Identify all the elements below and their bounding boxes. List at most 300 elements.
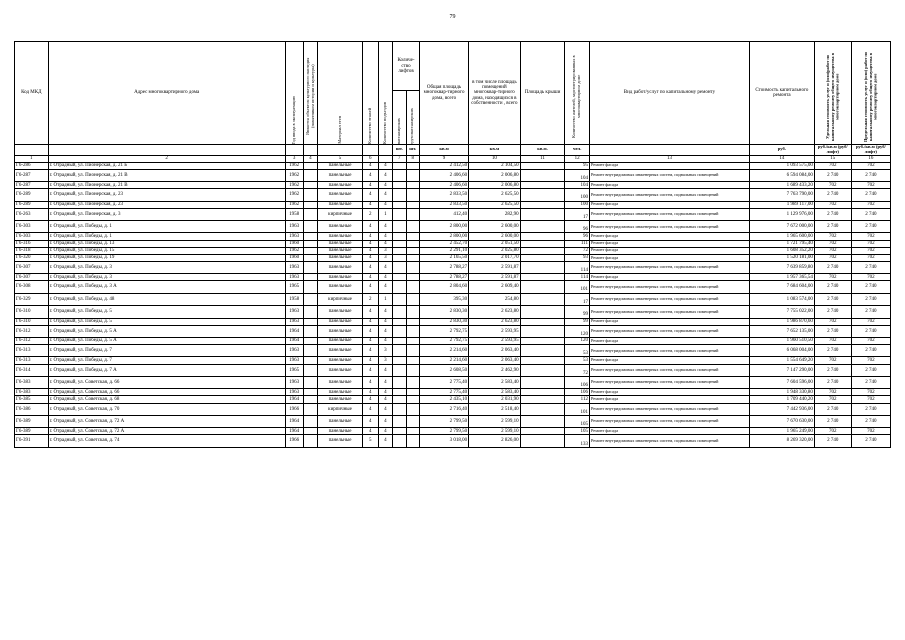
- cell-lifts-passenger: [393, 233, 406, 240]
- cell-area-owned: 2 025,80: [469, 247, 520, 254]
- cell-walls: кирпичные: [318, 403, 363, 415]
- cell-heritage: [303, 221, 318, 233]
- cell-lifts-passenger: [393, 261, 406, 273]
- cell-address: г. Отрадный, ул. Пионерская, д. 21 В: [48, 182, 285, 189]
- header-entrances: Количество подъездов: [381, 102, 387, 144]
- header-work-type: Вид работ/услуг по капитальному ремонту: [589, 42, 749, 145]
- header-residents: Количество жителей, зарегистрированных в многоквартирном доме: [571, 55, 582, 138]
- cell-floors: 4: [362, 403, 378, 415]
- cell-lifts-passenger: [393, 240, 406, 247]
- cell-lifts-cargo: [406, 389, 419, 396]
- column-index-cell: 14: [749, 155, 814, 162]
- header-year: Год ввода в эксплуатацию: [290, 95, 296, 144]
- cell-area-total: 2 452,70: [419, 240, 468, 247]
- cell-area-owned: 2 600,00: [469, 233, 520, 240]
- cell-year: 1964: [285, 396, 303, 403]
- cell-area-total: 2 830,30: [419, 306, 468, 318]
- cell-roof-area: [520, 345, 565, 357]
- cell-work-type: Ремонт фасада: [589, 357, 749, 364]
- cell-walls: панельные: [318, 274, 363, 281]
- cell-floors: 2: [362, 208, 378, 220]
- table-row: [15, 357, 891, 364]
- cell-cost: 7 652 135,00: [749, 325, 814, 337]
- table-row: [15, 208, 891, 220]
- cell-lifts-passenger: [393, 221, 406, 233]
- table-row: [15, 162, 891, 169]
- cell-roof-area: [520, 162, 565, 169]
- cell-lifts-cargo: [406, 428, 419, 435]
- cell-entrances: 4: [378, 162, 393, 169]
- cell-heritage: [303, 389, 318, 396]
- cell-residents: 95: [565, 162, 590, 169]
- cell-code: Г6-289: [15, 189, 49, 201]
- cell-work-type: Ремонт внутридомовых инженерных систем, подвальных помещений: [589, 325, 749, 337]
- column-index-cell: 5: [318, 155, 363, 162]
- cell-address: г. Отрадный, ул. Советская, д. 74: [48, 435, 285, 447]
- cell-walls: панельные: [318, 376, 363, 388]
- cell-floors: 4: [362, 376, 378, 388]
- cell-roof-area: [520, 208, 565, 220]
- cell-year: 1964: [285, 428, 303, 435]
- cell-heritage: [303, 208, 318, 220]
- table-row: [15, 337, 891, 344]
- cell-unit-cost: 702: [814, 240, 851, 247]
- cell-area-total: 2 775,40: [419, 389, 468, 396]
- cell-address: г. Отрадный, ул. Советская, д. 66: [48, 376, 285, 388]
- cell-area-owned: 2 593,95: [469, 325, 520, 337]
- table-row: [15, 281, 891, 293]
- cell-lifts-cargo: [406, 325, 419, 337]
- cell-code: Г6-287: [15, 169, 49, 181]
- cell-entrances: 4: [378, 325, 393, 337]
- cell-entrances: 4: [378, 189, 393, 201]
- cell-cost: 1 948 330,80: [749, 389, 814, 396]
- cell-entrances: 4: [378, 261, 393, 273]
- cell-limit-cost: 2 740: [851, 169, 890, 181]
- cell-residents: 104: [565, 182, 590, 189]
- cell-lifts-passenger: [393, 169, 406, 181]
- cell-heritage: [303, 364, 318, 376]
- cell-residents: 72: [565, 247, 590, 254]
- page-number: 79: [449, 14, 456, 20]
- cell-walls: панельные: [318, 435, 363, 447]
- cell-lifts-cargo: [406, 208, 419, 220]
- cell-unit-cost: 702: [814, 274, 851, 281]
- cell-limit-cost: 2 740: [851, 281, 890, 293]
- cell-code: Г6-389: [15, 415, 49, 427]
- cell-area-total: 2 412,50: [419, 162, 468, 169]
- cell-lifts-passenger: [393, 254, 406, 261]
- cell-work-type: Ремонт внутридомовых инженерных систем, подвальных помещений: [589, 364, 749, 376]
- cell-work-type: Ремонт внутридомовых инженерных систем, подвальных помещений: [589, 345, 749, 357]
- cell-area-owned: 2 609,40: [469, 281, 520, 293]
- cell-lifts-passenger: [393, 281, 406, 293]
- cell-entrances: 3: [378, 357, 393, 364]
- cell-cost: 7 672 000,00: [749, 221, 814, 233]
- column-index-cell: 7: [393, 155, 406, 162]
- cell-roof-area: [520, 201, 565, 208]
- header-heritage: Является объектом культурного наследия (памятником истории и культуры): [304, 57, 315, 136]
- cell-roof-area: [520, 376, 565, 388]
- cell-residents: 111: [565, 240, 590, 247]
- cell-heritage: [303, 396, 318, 403]
- cell-year: 1960: [285, 240, 303, 247]
- cell-year: 1963: [285, 233, 303, 240]
- cell-area-total: 2 788,27: [419, 261, 468, 273]
- table-row: [15, 293, 891, 305]
- cell-area-total: 2 775,40: [419, 376, 468, 388]
- cell-area-total: 2 291,10: [419, 247, 468, 254]
- cell-roof-area: [520, 337, 565, 344]
- cell-lifts-passenger: [393, 325, 406, 337]
- cell-work-type: Ремонт фасада: [589, 389, 749, 396]
- cell-cost: 1 989 117,00: [749, 201, 814, 208]
- header-cost: Стоимость капитального ремонта: [749, 42, 814, 145]
- cell-unit-cost: 702: [814, 318, 851, 325]
- cell-area-total: 2 833,50: [419, 201, 468, 208]
- cell-year: 1962: [285, 189, 303, 201]
- cell-floors: 4: [362, 162, 378, 169]
- cell-address: г. Отрадный, ул. Пионерская, д. 3: [48, 208, 285, 220]
- table-row: [15, 396, 891, 403]
- cell-code: Г6-289: [15, 201, 49, 208]
- cell-limit-cost: 2 740: [851, 221, 890, 233]
- column-index-cell: 13: [589, 155, 749, 162]
- cell-year: 1963: [285, 345, 303, 357]
- cell-limit-cost: 702: [851, 247, 890, 254]
- cell-residents: 101: [565, 281, 590, 293]
- table-row: [15, 325, 891, 337]
- cell-address: г. Отрадный, ул. Победы, д. 19: [48, 254, 285, 261]
- cell-floors: 4: [362, 247, 378, 254]
- cell-year: 1963: [285, 318, 303, 325]
- cell-roof-area: [520, 306, 565, 318]
- cell-heritage: [303, 169, 318, 181]
- cell-heritage: [303, 189, 318, 201]
- cell-code: Г6-314: [15, 364, 49, 376]
- cell-work-type: Ремонт фасада: [589, 254, 749, 261]
- cell-lifts-cargo: [406, 357, 419, 364]
- cell-roof-area: [520, 233, 565, 240]
- cell-entrances: 4: [378, 376, 393, 388]
- cell-roof-area: [520, 396, 565, 403]
- cell-year: 1962: [285, 169, 303, 181]
- cell-year: 1963: [285, 357, 303, 364]
- cell-walls: панельные: [318, 247, 363, 254]
- cell-area-total: 2 214,60: [419, 345, 468, 357]
- cell-limit-cost: 2 740: [851, 306, 890, 318]
- cell-limit-cost: 2 740: [851, 415, 890, 427]
- cell-walls: панельные: [318, 364, 363, 376]
- cell-address: г. Отрадный, ул. Победы, д. 7: [48, 357, 285, 364]
- cell-address: г. Отрадный, ул. Победы, д. 1: [48, 233, 285, 240]
- cell-unit-cost: 702: [814, 233, 851, 240]
- cell-unit-cost: 702: [814, 254, 851, 261]
- cell-residents: 133: [565, 435, 590, 447]
- cell-lifts-passenger: [393, 396, 406, 403]
- column-index-cell: 2: [48, 155, 285, 162]
- cell-area-owned: 2 583,40: [469, 389, 520, 396]
- cell-walls: панельные: [318, 221, 363, 233]
- cell-limit-cost: 2 740: [851, 376, 890, 388]
- cell-area-total: 2 800,00: [419, 233, 468, 240]
- cell-limit-cost: 2 740: [851, 293, 890, 305]
- cell-cost: 1 083 574,00: [749, 293, 814, 305]
- cell-cost: 1 986 870,60: [749, 318, 814, 325]
- cell-year: 1963: [285, 274, 303, 281]
- cell-work-type: Ремонт фасада: [589, 201, 749, 208]
- column-index-cell: 4: [303, 155, 318, 162]
- cell-residents: 120: [565, 337, 590, 344]
- cell-limit-cost: 702: [851, 318, 890, 325]
- cell-address: г. Отрадный, ул. Победы, д. 15: [48, 247, 285, 254]
- cell-roof-area: [520, 389, 565, 396]
- cell-heritage: [303, 274, 318, 281]
- cell-code: Г6-303: [15, 233, 49, 240]
- cell-address: г. Отрадный, ул. Пионерская, д. 21 Б: [48, 162, 285, 169]
- cell-cost: 1 093 575,00: [749, 162, 814, 169]
- cell-heritage: [303, 201, 318, 208]
- cell-lifts-cargo: [406, 240, 419, 247]
- table-row: [15, 182, 891, 189]
- table-row: [15, 247, 891, 254]
- cell-residents: 101: [565, 403, 590, 415]
- cell-walls: панельные: [318, 254, 363, 261]
- cell-year: 1963: [285, 261, 303, 273]
- cell-limit-cost: 702: [851, 274, 890, 281]
- cell-limit-cost: 702: [851, 389, 890, 396]
- cell-lifts-cargo: [406, 169, 419, 181]
- table-row: [15, 240, 891, 247]
- cell-floors: 4: [362, 281, 378, 293]
- cell-unit-cost: 2 740: [814, 403, 851, 415]
- cell-lifts-cargo: [406, 162, 419, 169]
- repair-register-table: [14, 41, 891, 448]
- cell-cost: 8 269 320,00: [749, 435, 814, 447]
- cell-floors: 4: [362, 221, 378, 233]
- cell-area-owned: 2 623,80: [469, 306, 520, 318]
- cell-floors: 5: [362, 435, 378, 447]
- cell-entrances: 4: [378, 428, 393, 435]
- cell-walls: кирпичные: [318, 293, 363, 305]
- cell-address: г. Отрадный, ул. Победы, д. 7: [48, 345, 285, 357]
- cell-work-type: Ремонт внутридомовых инженерных систем, подвальных помещений: [589, 189, 749, 201]
- cell-code: Г6-318: [15, 247, 49, 254]
- cell-code: Г6-310: [15, 306, 49, 318]
- cell-lifts-passenger: [393, 293, 406, 305]
- cell-address: г. Отрадный, ул. Победы, д. 5: [48, 318, 285, 325]
- cell-cost: 1 960 510,50: [749, 337, 814, 344]
- cell-floors: 4: [362, 254, 378, 261]
- cell-heritage: [303, 428, 318, 435]
- cell-entrances: 1: [378, 208, 393, 220]
- cell-address: г. Отрадный, ул. Победы, д. 5 А: [48, 325, 285, 337]
- cell-address: г. Отрадный, ул. Победы, д. 3: [48, 261, 285, 273]
- cell-lifts-cargo: [406, 293, 419, 305]
- cell-walls: панельные: [318, 201, 363, 208]
- cell-heritage: [303, 281, 318, 293]
- cell-residents: 114: [565, 261, 590, 273]
- cell-residents: 99: [565, 318, 590, 325]
- cell-area-owned: 2 518,40: [469, 403, 520, 415]
- cell-area-total: 395,30: [419, 293, 468, 305]
- cell-heritage: [303, 247, 318, 254]
- cell-address: г. Отрадный, ул. Пионерская, д. 21 В: [48, 169, 285, 181]
- cell-lifts-cargo: [406, 376, 419, 388]
- cell-area-owned: 2 599,10: [469, 415, 520, 427]
- cell-address: г. Отрадный, ул. Победы, д. 48: [48, 293, 285, 305]
- table-row: [15, 376, 891, 388]
- cell-walls: панельные: [318, 325, 363, 337]
- cell-area-owned: 282,90: [469, 208, 520, 220]
- table-row: [15, 428, 891, 435]
- cell-area-owned: 2 623,80: [469, 318, 520, 325]
- cell-work-type: Ремонт фасада: [589, 247, 749, 254]
- cell-cost: 1 965 600,00: [749, 233, 814, 240]
- cell-year: 1963: [285, 221, 303, 233]
- cell-lifts-passenger: [393, 274, 406, 281]
- cell-lifts-cargo: [406, 306, 419, 318]
- cell-limit-cost: 2 740: [851, 403, 890, 415]
- cell-cost: 7 670 630,00: [749, 415, 814, 427]
- column-index-cell: 15: [814, 155, 851, 162]
- cell-lifts-passenger: [393, 357, 406, 364]
- header-code: Код МКД: [15, 42, 49, 145]
- cell-roof-area: [520, 403, 565, 415]
- cell-lifts-cargo: [406, 345, 419, 357]
- cell-limit-cost: 702: [851, 254, 890, 261]
- cell-cost: 7 604 596,00: [749, 376, 814, 388]
- cell-area-owned: 2 063,40: [469, 345, 520, 357]
- cell-unit-cost: 2 740: [814, 221, 851, 233]
- cell-address: г. Отрадный, ул. Советская, д. 72 А: [48, 415, 285, 427]
- cell-lifts-passenger: [393, 182, 406, 189]
- cell-address: г. Отрадный, ул. Победы, д. 3: [48, 274, 285, 281]
- cell-lifts-cargo: [406, 274, 419, 281]
- cell-area-total: 2 833,50: [419, 189, 468, 201]
- cell-unit-cost: 2 740: [814, 293, 851, 305]
- cell-floors: 4: [362, 182, 378, 189]
- cell-address: г. Отрадный, ул. Советская, д. 70: [48, 403, 285, 415]
- cell-floors: 4: [362, 357, 378, 364]
- cell-limit-cost: 702: [851, 201, 890, 208]
- cell-entrances: 3: [378, 254, 393, 261]
- cell-limit-cost: 2 740: [851, 208, 890, 220]
- cell-address: г. Отрадный, ул. Пионерская, д. 23: [48, 201, 285, 208]
- cell-area-owned: 2 599,10: [469, 428, 520, 435]
- cell-floors: 4: [362, 345, 378, 357]
- cell-floors: 4: [362, 201, 378, 208]
- cell-cost: 7 639 859,80: [749, 261, 814, 273]
- cell-walls: панельные: [318, 396, 363, 403]
- cell-unit-cost: 2 740: [814, 189, 851, 201]
- cell-address: г. Отрадный, ул. Советская, д. 66: [48, 389, 285, 396]
- cell-limit-cost: 2 740: [851, 325, 890, 337]
- cell-work-type: Ремонт внутридомовых инженерных систем, подвальных помещений: [589, 415, 749, 427]
- cell-entrances: 4: [378, 318, 393, 325]
- cell-work-type: Ремонт фасада: [589, 274, 749, 281]
- cell-work-type: Ремонт внутридомовых инженерных систем, подвальных помещений: [589, 306, 749, 318]
- cell-floors: 4: [362, 189, 378, 201]
- cell-area-owned: 2 462,90: [469, 364, 520, 376]
- cell-cost: 7 684 604,00: [749, 281, 814, 293]
- cell-code: Г6-312: [15, 325, 49, 337]
- cell-entrances: 4: [378, 233, 393, 240]
- cell-floors: 4: [362, 337, 378, 344]
- header-floors: Количество этажей: [366, 108, 372, 144]
- cell-year: 1963: [285, 389, 303, 396]
- cell-address: г. Отрадный, ул. Победы, д. 5 А: [48, 337, 285, 344]
- cell-address: г. Отрадный, ул. Победы, д. 1: [48, 221, 285, 233]
- cell-limit-cost: 702: [851, 162, 890, 169]
- cell-unit-cost: 2 740: [814, 415, 851, 427]
- cell-area-owned: 2 063,40: [469, 357, 520, 364]
- cell-year: 1962: [285, 162, 303, 169]
- cell-area-owned: 254,80: [469, 293, 520, 305]
- cell-residents: 53: [565, 357, 590, 364]
- cell-cost: 1 709 440,20: [749, 396, 814, 403]
- cell-roof-area: [520, 318, 565, 325]
- cell-walls: панельные: [318, 428, 363, 435]
- cell-heritage: [303, 325, 318, 337]
- cell-heritage: [303, 162, 318, 169]
- column-index-cell: [378, 155, 393, 162]
- cell-heritage: [303, 306, 318, 318]
- cell-residents: 17: [565, 293, 590, 305]
- cell-lifts-passenger: [393, 345, 406, 357]
- cell-area-owned: 2 826,00: [469, 435, 520, 447]
- cell-limit-cost: 702: [851, 357, 890, 364]
- cell-year: 1962: [285, 247, 303, 254]
- header-lifts: Количе-ство лифтов: [393, 42, 420, 91]
- cell-roof-area: [520, 364, 565, 376]
- cell-residents: 112: [565, 396, 590, 403]
- cell-unit-cost: 2 740: [814, 208, 851, 220]
- cell-entrances: 4: [378, 281, 393, 293]
- cell-entrances: 3: [378, 345, 393, 357]
- cell-cost: 1 608 352,20: [749, 247, 814, 254]
- cell-cost: 1 957 365,54: [749, 274, 814, 281]
- cell-area-owned: 2 600,00: [469, 221, 520, 233]
- cell-limit-cost: 702: [851, 428, 890, 435]
- cell-heritage: [303, 357, 318, 364]
- cell-cost: 1 554 649,20: [749, 357, 814, 364]
- cell-unit-cost: 2 740: [814, 376, 851, 388]
- header-limit-cost: Предельная стоимость услуг и (или) работ по капитальному ремонту общего имущества в многоквартирном доме: [862, 51, 878, 142]
- cell-work-type: Ремонт фасада: [589, 396, 749, 403]
- table-row: [15, 435, 891, 447]
- cell-lifts-cargo: [406, 435, 419, 447]
- cell-area-total: 3 018,00: [419, 435, 468, 447]
- cell-code: Г6-383: [15, 389, 49, 396]
- cell-residents: 106: [565, 389, 590, 396]
- cell-area-total: 2 830,30: [419, 318, 468, 325]
- cell-cost: 6 594 084,00: [749, 169, 814, 181]
- cell-roof-area: [520, 415, 565, 427]
- cell-lifts-passenger: [393, 162, 406, 169]
- cell-lifts-passenger: [393, 318, 406, 325]
- cell-year: 1964: [285, 415, 303, 427]
- cell-area-total: 2 406,60: [419, 182, 468, 189]
- cell-year: 1962: [285, 182, 303, 189]
- cell-limit-cost: 702: [851, 240, 890, 247]
- cell-residents: 53: [565, 345, 590, 357]
- table-row: [15, 221, 891, 233]
- table-row: [15, 364, 891, 376]
- cell-residents: 105: [565, 428, 590, 435]
- cell-lifts-cargo: [406, 261, 419, 273]
- cell-floors: 4: [362, 428, 378, 435]
